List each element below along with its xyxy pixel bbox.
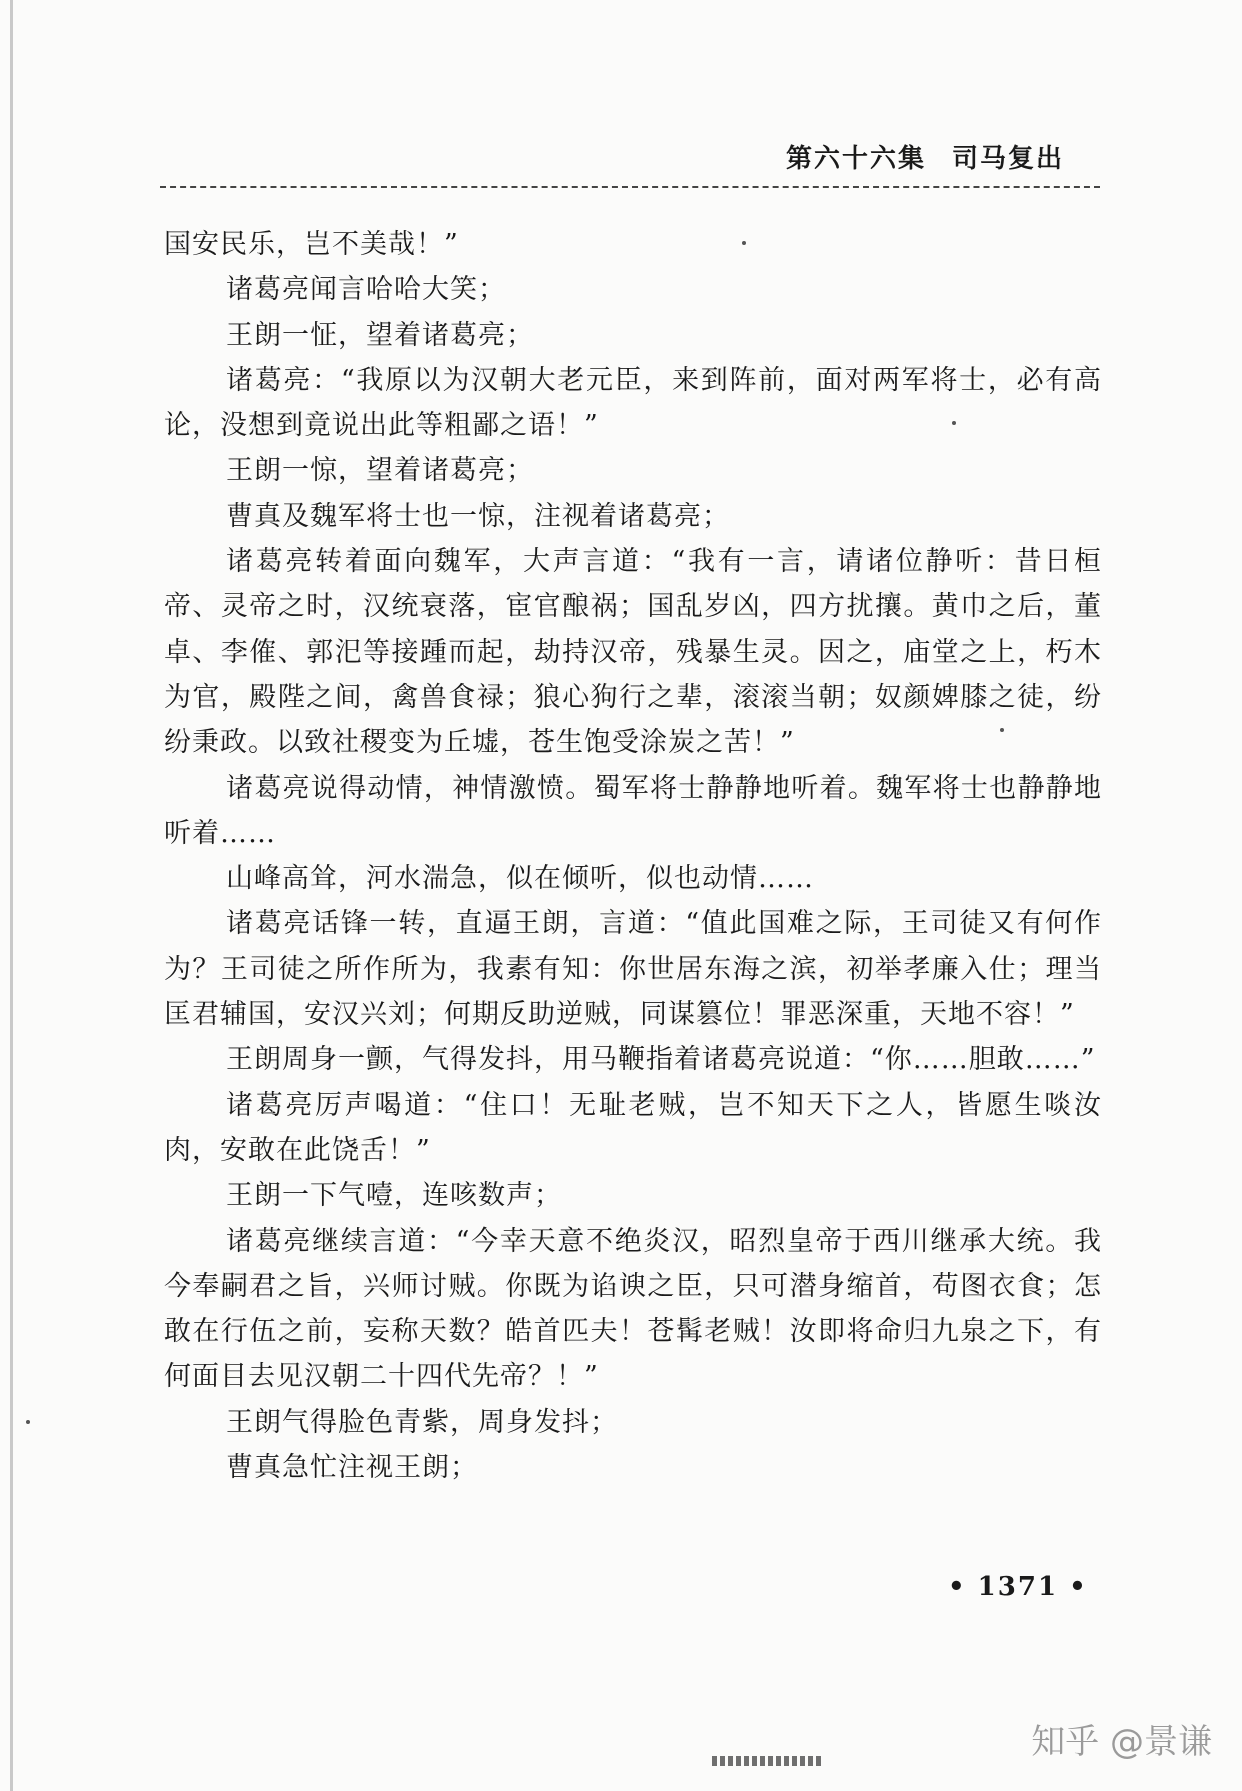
page-edge [10,0,13,1791]
paragraph: 诸葛亮：“我原以为汉朝大老元臣，来到阵前，面对两军将士，必有高论，没想到竟说出此等粗鄙之语！” [164,364,1102,442]
paragraph: 山峰高耸，河水湍急，似在倾听，似也动情…… [226,863,814,895]
scan-speck [742,241,746,245]
episode-label: 第六十六集 [785,144,926,174]
paragraph: 国安民乐，岂不美哉！” [164,229,459,260]
scan-speck [952,421,956,425]
paragraph: 诸葛亮继续言道：“今幸天意不绝炎汉，昭烈皇帝于西川继承大统。我今奉嗣君之旨，兴师讨贼。你既为谄谀之臣，只可潜身缩首，苟图衣食；怎敢在行伍之前，妄称天数？皓首匹夫！苍髯老贼！汝即将命归九泉之下，有何面目去见汉朝二十四代先帝？！” [164,1225,1102,1393]
running-head [786,138,1064,175]
body-text [164,222,1102,1490]
paragraph: 曹真急忙注视王朗； [226,1452,478,1484]
scan-speck [26,1420,30,1424]
printer-mark [712,1756,824,1766]
paragraph: 王朗一惊，望着诸葛亮； [226,455,534,487]
header-rule [160,186,1100,188]
paragraph: 诸葛亮说得动情，神情激愤。蜀军将士静静地听着。魏军将士也静静地听着…… [164,772,1102,849]
page-number: • 1371 • [948,1572,1088,1602]
paragraph: 王朗一下气噎，连咳数声； [226,1180,562,1212]
paragraph: 王朗气得脸色青紫，周身发抖； [226,1406,618,1438]
paragraph: 王朗周身一颤，气得发抖，用马鞭指着诸葛亮说道：“你……胆敢……” [226,1044,1096,1076]
watermark: 知乎 @景谦 [1031,1722,1212,1762]
paragraph: 诸葛亮厉声喝道：“住口！无耻老贼，岂不知天下之人，皆愿生啖汝肉，安敢在此饶舌！” [164,1089,1102,1166]
chapter-title: 司马复出 [951,144,1064,174]
scan-speck [1000,728,1004,732]
paragraph: 诸葛亮转着面向魏军，大声言道：“我有一言，请诸位静听：昔日桓帝、灵帝之时，汉统衰落，宦官酿祸；国乱岁凶，四方扰攘。黄巾之后，董卓、李傕、郭汜等接踵而起，劫持汉帝，残暴生灵。因之，庙堂之上，朽木为官，殿陛之间，禽兽食禄；狼心狗行之辈，滚滚当朝；奴颜婢膝之徒，纷纷秉政。以致社稷变为丘墟，苍生饱受涂炭之苦！” [164,546,1102,759]
paragraph: 诸葛亮话锋一转，直逼王朗，言道：“值此国难之际，王司徒又有何作为？王司徒之所作所为，我素有知：你世居东海之滨，初举孝廉入仕；理当匡君辅国，安汉兴刘；何期反助逆贼，同谋篡位！罪恶深重，天地不容！” [164,908,1102,1031]
paragraph: 诸葛亮闻言哈哈大笑； [226,274,506,306]
paragraph: 曹真及魏军将士也一惊，注视着诸葛亮； [226,500,730,532]
page-header [160,138,1102,174]
paragraph: 王朗一怔，望着诸葛亮； [226,319,534,351]
